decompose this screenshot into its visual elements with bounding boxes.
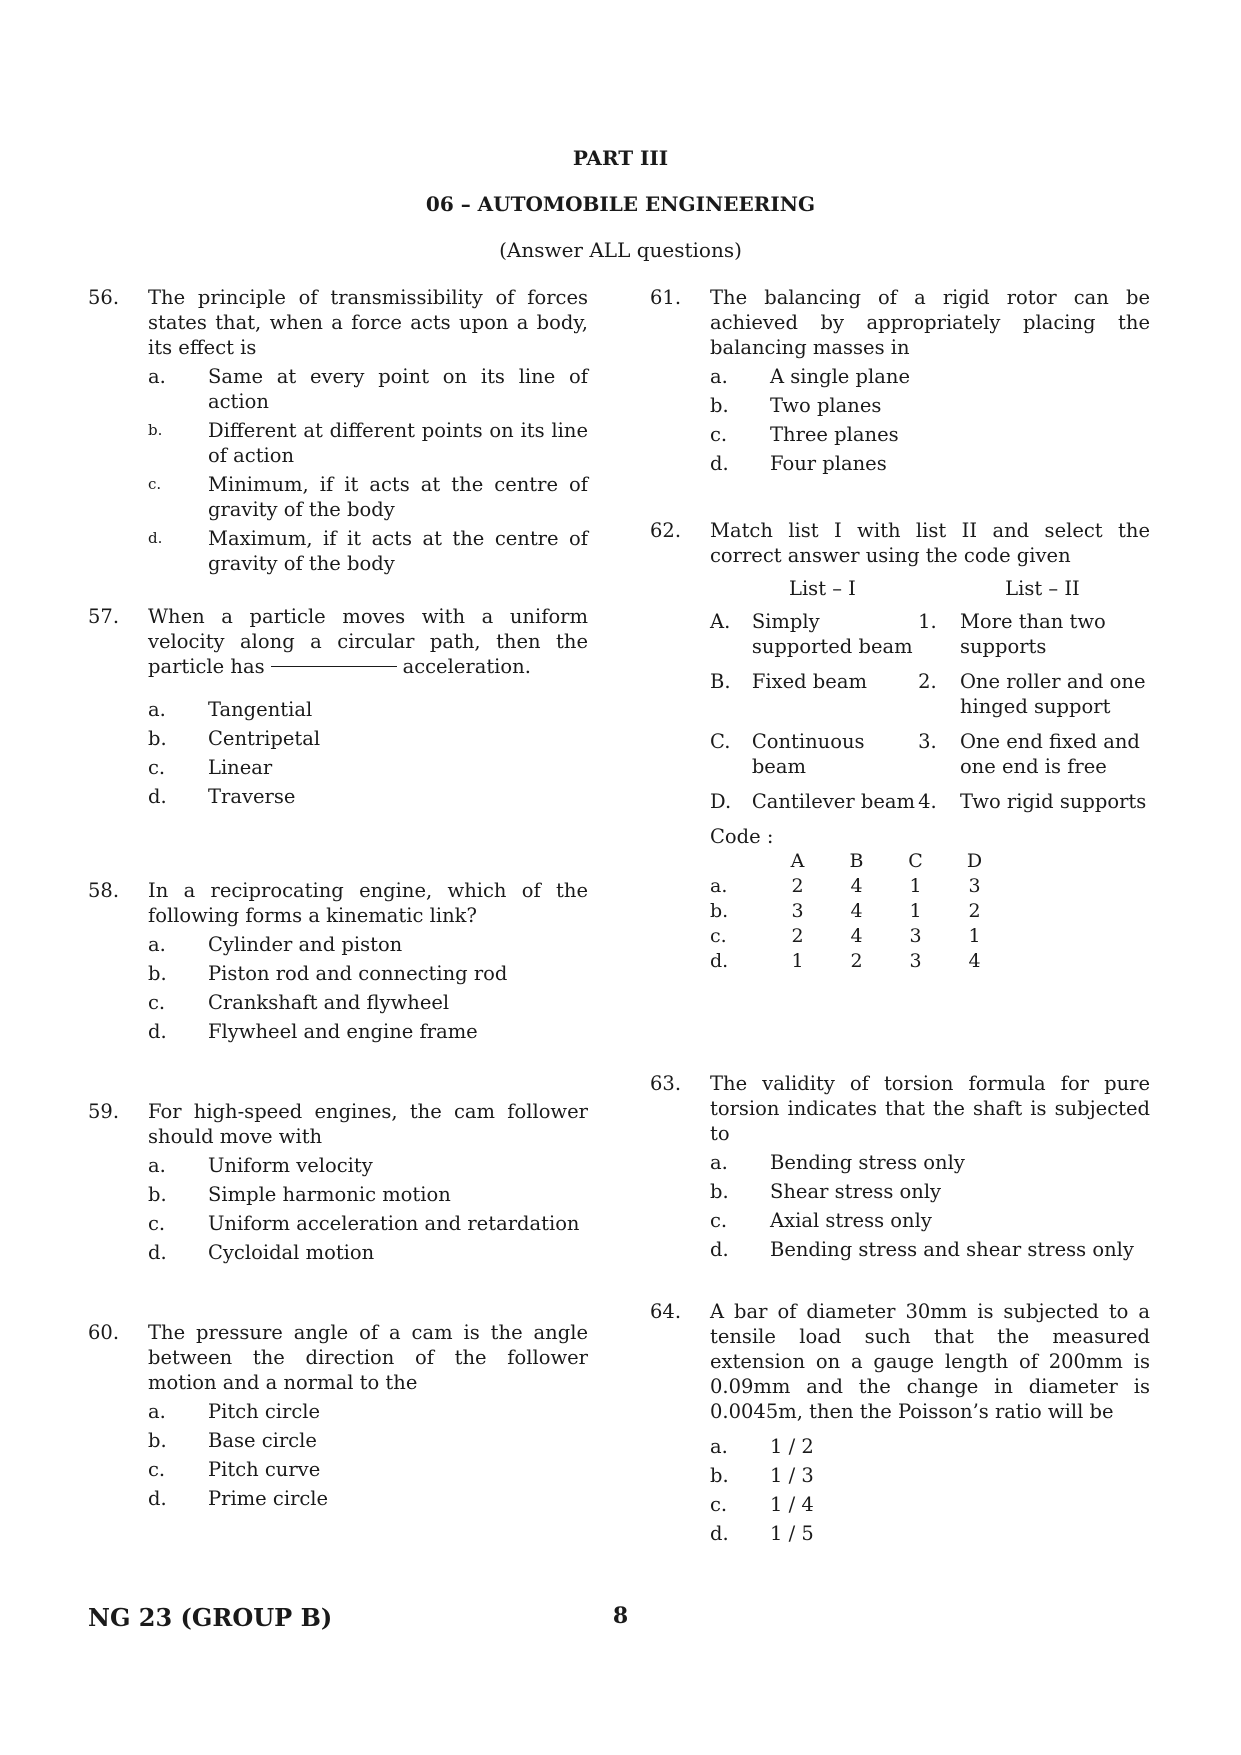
code-cell: 3 (909, 950, 922, 972)
option-c (148, 1457, 588, 1482)
option-letter: b. (710, 1464, 729, 1487)
option-letter: a. (148, 365, 166, 388)
option-letter: a. (148, 1154, 166, 1177)
option-text: Different at different points on its line of action (208, 419, 588, 467)
question-61 (650, 285, 1150, 480)
code-cell: 1 (909, 875, 922, 897)
option-b (148, 418, 588, 468)
match-list-headers (710, 576, 1150, 601)
question-text: For high-speed engines, the cam follower should move with (148, 1100, 588, 1148)
option-list (710, 1150, 1150, 1262)
option-list (148, 1153, 588, 1265)
code-cell: 1 (791, 950, 804, 972)
option-letter: c. (148, 475, 162, 493)
option-letter: d. (148, 1241, 167, 1264)
question-57 (88, 604, 588, 813)
option-letter: d. (710, 452, 729, 475)
list-2-item: Two rigid supports (959, 790, 1147, 813)
option-a (710, 1150, 1150, 1175)
option-list (148, 932, 588, 1044)
list-1-item: Simply supported beam (751, 610, 913, 658)
option-text: Cycloidal motion (208, 1241, 375, 1264)
option-letter: b. (710, 1180, 729, 1203)
question-number: 64. (650, 1300, 682, 1323)
code-cell: 3 (968, 875, 981, 897)
option-text: Four planes (770, 452, 887, 475)
option-text: Pitch curve (208, 1458, 321, 1481)
option-a (710, 1434, 1150, 1459)
option-text: Tangential (208, 698, 313, 721)
option-letter: c. (148, 756, 166, 779)
option-letter: c. (710, 423, 728, 446)
option-letter: a. (710, 1435, 728, 1458)
list-1-letter: A. (710, 610, 731, 633)
list-1-item: Fixed beam (751, 670, 867, 693)
option-list (148, 697, 588, 809)
option-text: Cylinder and piston (208, 933, 403, 956)
question-59 (88, 1099, 588, 1269)
question-text: The balancing of a rigid rotor can be achieved by appropriately placing the balancing masses in (710, 286, 1150, 359)
option-letter: b. (148, 962, 167, 985)
code-cell: 2 (850, 950, 863, 972)
option-a (148, 364, 588, 414)
list-1-letter: D. (710, 790, 732, 813)
question-number: 58. (88, 879, 120, 902)
option-text: Traverse (208, 785, 296, 808)
question-62 (650, 518, 1150, 974)
option-text: Piston rod and connecting rod (208, 962, 508, 985)
question-text: The pressure angle of a cam is the angle between the direction of the follower motion and a normal to the (148, 1321, 588, 1394)
option-text: Uniform velocity (208, 1154, 373, 1177)
option-a (710, 364, 1150, 389)
code-header: D (966, 850, 983, 872)
option-a (148, 697, 588, 722)
subject-heading: 06 – AUTOMOBILE ENGINEERING (425, 192, 816, 216)
option-c (148, 990, 588, 1015)
question-text: Match list I with list II and select the correct answer using the code given (710, 519, 1150, 567)
option-letter: b. (148, 1183, 167, 1206)
option-letter: b. (148, 727, 167, 750)
option-letter: a. (148, 1400, 166, 1423)
option-c (148, 1211, 588, 1236)
option-letter: d. (710, 1238, 729, 1261)
list-2-title: List – II (1005, 577, 1080, 600)
list-2-number: 3. (918, 730, 937, 753)
option-text: Flywheel and engine frame (208, 1020, 478, 1043)
option-letter: c. (710, 1493, 728, 1516)
option-text: Bending stress and shear stress only (770, 1238, 1134, 1261)
question-number: 62. (650, 519, 682, 542)
list-1-letter: C. (710, 730, 731, 753)
option-letter: c. (148, 991, 166, 1014)
question-64 (650, 1299, 1150, 1550)
list-2-number: 1. (918, 610, 937, 633)
part-heading: PART III (572, 146, 669, 170)
code-cell: 2 (791, 925, 804, 947)
list-1-title: List – I (789, 577, 856, 600)
instruction-text: (Answer ALL questions) (499, 238, 742, 262)
option-d (710, 1521, 1150, 1546)
code-header-row (710, 849, 1004, 874)
question-text-before: When a particle moves with a uniform velocity along a circular path, then the particle has (148, 605, 588, 678)
fill-in-blank (271, 666, 397, 667)
option-text: Bending stress only (770, 1151, 965, 1174)
option-text: Uniform acceleration and retardation (208, 1212, 580, 1235)
list-2-number: 2. (918, 670, 937, 693)
match-table (710, 609, 1150, 814)
option-text: Axial stress only (770, 1209, 932, 1232)
option-letter: d. (148, 785, 167, 808)
match-row (710, 789, 1150, 814)
question-56 (88, 285, 588, 580)
option-d (148, 1240, 588, 1265)
option-letter: c. (148, 1212, 166, 1235)
code-row-letter: c. (710, 925, 727, 947)
question-number: 56. (88, 286, 120, 309)
option-d (710, 1237, 1150, 1262)
option-b (710, 1463, 1150, 1488)
list-1-letter: B. (710, 670, 731, 693)
question-text: In a reciprocating engine, which of the following forms a kinematic link? (148, 879, 588, 927)
option-text: 1 / 3 (770, 1464, 814, 1487)
match-row (710, 609, 1150, 659)
code-cell: 4 (850, 875, 863, 897)
code-row (710, 899, 1004, 924)
list-1-item: Cantilever beam (751, 790, 915, 813)
code-cell: 3 (791, 900, 804, 922)
option-b (148, 726, 588, 751)
code-cell: 4 (850, 900, 863, 922)
option-list (148, 1399, 588, 1511)
option-text: Crankshaft and flywheel (208, 991, 450, 1014)
code-row-letter: d. (710, 950, 729, 972)
list-2-number: 4. (918, 790, 937, 813)
option-list (148, 364, 588, 576)
question-text: The validity of torsion formula for pure torsion indicates that the shaft is subjected to (710, 1072, 1150, 1145)
option-letter: b. (148, 1429, 167, 1452)
code-row-letter: a. (710, 875, 728, 897)
option-letter: d. (148, 1487, 167, 1510)
option-letter: d. (710, 1522, 729, 1545)
question-number: 63. (650, 1072, 682, 1095)
code-header: B (849, 850, 864, 872)
code-cell: 4 (968, 950, 981, 972)
code-header: A (790, 850, 805, 872)
option-b (148, 1428, 588, 1453)
option-c (710, 422, 1150, 447)
option-letter: a. (148, 933, 166, 956)
option-text: Centripetal (208, 727, 321, 750)
option-c (710, 1492, 1150, 1517)
page-number: 8 (612, 1603, 629, 1629)
option-letter: c. (710, 1209, 728, 1232)
question-number: 61. (650, 286, 682, 309)
option-letter: b. (148, 421, 163, 439)
option-text: Pitch circle (208, 1400, 321, 1423)
option-d (148, 1486, 588, 1511)
option-b (148, 1182, 588, 1207)
option-text: Same at every point on its line of action (208, 365, 588, 413)
option-letter: d. (148, 529, 163, 547)
option-d (148, 1019, 588, 1044)
option-text: Base circle (208, 1429, 317, 1452)
question-number: 59. (88, 1100, 120, 1123)
code-cell: 4 (850, 925, 863, 947)
option-letter: a. (710, 365, 728, 388)
code-cell: 2 (968, 900, 981, 922)
option-d (148, 784, 588, 809)
code-cell: 1 (968, 925, 981, 947)
code-row-letter: b. (710, 900, 729, 922)
question-58 (88, 878, 588, 1048)
option-c (148, 472, 588, 522)
question-63 (650, 1071, 1150, 1266)
option-text: Maximum, if it acts at the centre of gravity of the body (208, 527, 588, 575)
question-60 (88, 1320, 588, 1515)
code-cell: 3 (909, 925, 922, 947)
question-text: A bar of diameter 30mm is subjected to a tensile load such that the measured extension on a gauge length of 200mm is 0.09mm and the change in diameter is 0.0045m, then the Poisson’s ratio will be (710, 1300, 1150, 1423)
option-b (148, 961, 588, 986)
option-text: 1 / 2 (770, 1435, 814, 1458)
option-text: 1 / 4 (770, 1493, 814, 1516)
option-d (148, 526, 588, 576)
question-number: 57. (88, 605, 120, 628)
option-a (148, 932, 588, 957)
exam-code: NG 23 (GROUP B) (88, 1603, 333, 1632)
option-list (710, 1434, 1150, 1546)
match-row (710, 669, 1150, 719)
question-text (148, 604, 588, 679)
code-label: Code : (710, 825, 774, 848)
option-b (710, 1179, 1150, 1204)
option-text: Shear stress only (770, 1180, 942, 1203)
option-text: Prime circle (208, 1487, 329, 1510)
code-table (710, 849, 1004, 974)
option-c (148, 755, 588, 780)
option-letter: a. (710, 1151, 728, 1174)
option-text: Minimum, if it acts at the centre of gravity of the body (208, 473, 588, 521)
option-letter: c. (148, 1458, 166, 1481)
list-1-item: Continuous beam (751, 730, 865, 778)
code-row (710, 949, 1004, 974)
option-text: 1 / 5 (770, 1522, 814, 1545)
option-b (710, 393, 1150, 418)
option-a (148, 1399, 588, 1424)
question-text-after: acceleration. (402, 655, 531, 678)
question-number: 60. (88, 1321, 120, 1344)
option-text: Three planes (770, 423, 899, 446)
option-text: Simple harmonic motion (208, 1183, 451, 1206)
option-text: Two planes (770, 394, 882, 417)
option-a (148, 1153, 588, 1178)
code-cell: 2 (791, 875, 804, 897)
option-letter: b. (710, 394, 729, 417)
code-cell: 1 (909, 900, 922, 922)
option-letter: d. (148, 1020, 167, 1043)
option-text: Linear (208, 756, 273, 779)
option-list (710, 364, 1150, 476)
match-row (710, 729, 1150, 779)
list-2-item: One end fixed and one end is free (959, 730, 1140, 778)
option-text: A single plane (770, 365, 910, 388)
option-d (710, 451, 1150, 476)
option-letter: a. (148, 698, 166, 721)
code-header: C (908, 850, 923, 872)
code-row (710, 924, 1004, 949)
question-text: The principle of transmissibility of forces states that, when a force acts upon a body, its effect is (148, 286, 588, 359)
option-c (710, 1208, 1150, 1233)
code-row (710, 874, 1004, 899)
list-2-item: One roller and one hinged support (959, 670, 1146, 718)
list-2-item: More than two supports (959, 610, 1106, 658)
